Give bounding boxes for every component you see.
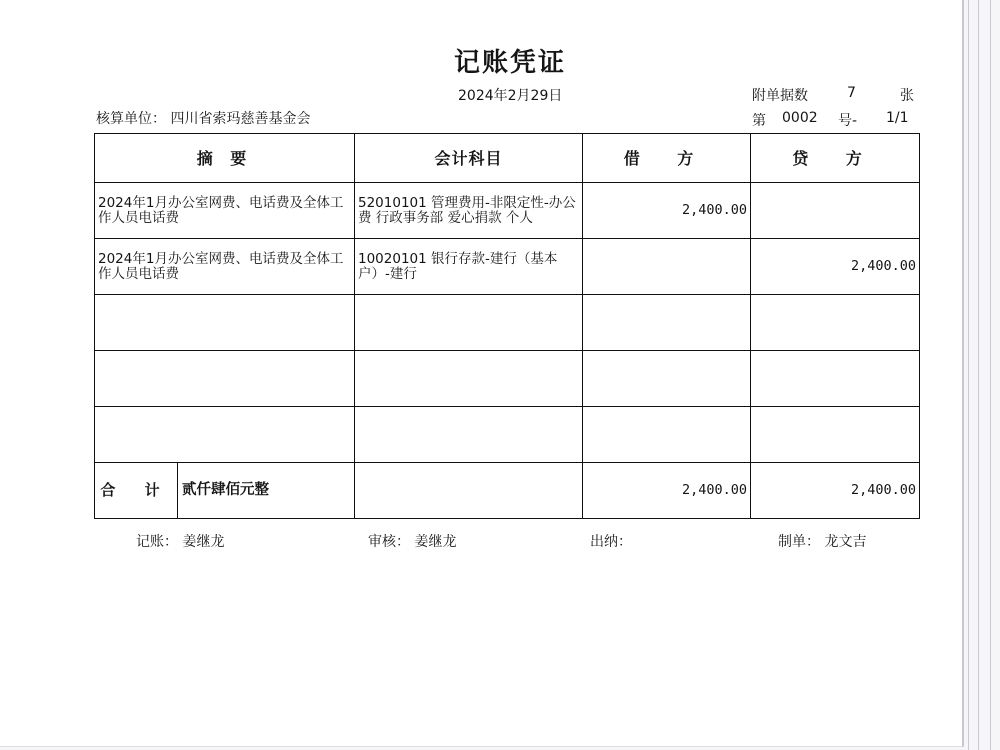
- total-label: 合 计: [95, 463, 178, 518]
- bookkeeper-name: 姜继龙: [182, 534, 225, 550]
- total-credit: 2,400.00: [751, 463, 920, 519]
- voucher-number-value: 0002: [782, 110, 818, 126]
- total-debit: 2,400.00: [583, 463, 751, 519]
- entry-summary: 2024年1月办公室网费、电话费及全体工作人员电话费: [95, 183, 355, 239]
- attachments-number: 7: [847, 85, 856, 101]
- table-row: [95, 183, 920, 239]
- entry-account: 10020101 银行存款-建行（基本户）-建行: [355, 239, 583, 295]
- preparer-label: 制单：: [778, 534, 820, 550]
- cashier-label: 出纳：: [590, 534, 632, 550]
- header-account: 会计科目: [355, 134, 583, 183]
- entry-credit: 2,400.00: [751, 239, 920, 295]
- voucher-page: 1/1: [886, 110, 909, 126]
- total-amount-in-words: 贰仟肆佰元整: [182, 482, 269, 498]
- header-credit: 贷 方: [751, 134, 920, 183]
- preparer-name: 龙文吉: [824, 534, 867, 550]
- entry-debit: 2,400.00: [583, 183, 751, 239]
- table-row-empty: [95, 407, 920, 463]
- reviewer-name: 姜继龙: [414, 534, 457, 550]
- voucher-table: [94, 133, 920, 519]
- header-summary: 摘 要: [95, 134, 355, 183]
- paper-edge-line: [990, 0, 991, 750]
- reviewer: [368, 531, 456, 551]
- voucher-date: 2024年2月29日: [458, 88, 563, 104]
- table-row: [95, 239, 920, 295]
- table-row-empty: [95, 351, 920, 407]
- accounting-unit-name: 四川省索玛慈善基金会: [170, 111, 311, 127]
- voucher-number-suffix: 号-: [838, 113, 858, 129]
- total-row: [95, 463, 920, 519]
- attachments-label: 附单据数: [752, 88, 808, 104]
- header-debit: 借 方: [583, 134, 751, 183]
- preparer: [778, 531, 866, 551]
- attachments-count: [752, 85, 914, 105]
- entry-summary: 2024年1月办公室网费、电话费及全体工作人员电话费: [95, 239, 355, 295]
- reviewer-label: 审核：: [368, 534, 410, 550]
- header-row: [95, 134, 920, 183]
- voucher-number-prefix: 第: [752, 113, 766, 129]
- bookkeeper-label: 记账：: [136, 534, 178, 550]
- bookkeeper: [136, 531, 224, 551]
- entry-credit: [751, 183, 920, 239]
- accounting-unit: [96, 108, 310, 128]
- cashier: [590, 531, 632, 551]
- table-row-empty: [95, 295, 920, 351]
- voucher-title: 记账凭证: [453, 48, 566, 78]
- paper-edge-line: [978, 0, 979, 750]
- attachments-unit: 张: [900, 88, 914, 104]
- accounting-unit-label: 核算单位：: [96, 111, 166, 127]
- entry-account: 52010101 管理费用-非限定性-办公费 行政事务部 爱心捐款 个人: [355, 183, 583, 239]
- paper-edge-line: [968, 0, 969, 750]
- entry-debit: [583, 239, 751, 295]
